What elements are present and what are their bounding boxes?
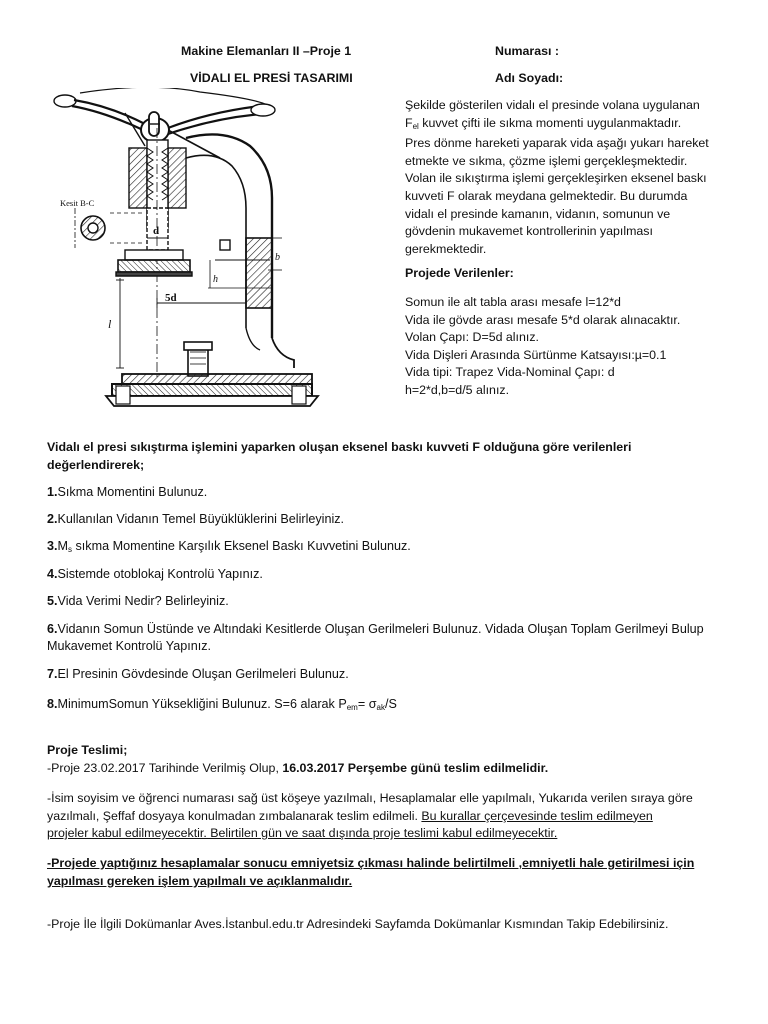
question-text: Sıkma Momentini Bulunuz.	[57, 485, 208, 499]
description-line: gövdenin mukavemet kontrollerinin yapılması	[405, 224, 653, 239]
screw	[116, 128, 192, 378]
question-text: sıkma Momentine Karşılık Eksenel Baskı Kuvvetini Bulunuz.	[72, 539, 411, 553]
course-title: Makine Elemanları II –Proje 1	[181, 44, 352, 58]
question-number: 5.	[47, 594, 58, 608]
dim-l-label: l	[108, 317, 112, 331]
stress-subscript: ak	[376, 703, 385, 712]
question-text: MinimumSomun Yüksekliğini Bulunuz. S=6 alarak P	[57, 697, 347, 711]
description-line: etmekte ve sıkma, çözme işlemi gerçekleşmektedir.	[405, 153, 688, 168]
pressure-subscript: em	[346, 703, 358, 712]
question-text: Vida Verimi Nedir? Belirleyiniz.	[57, 594, 229, 608]
question-line	[47, 621, 757, 638]
project-title: VİDALI EL PRESİ TASARIMI	[190, 71, 353, 85]
given-item: Vida ile gövde arası mesafe 5*d olarak alınacaktır.	[405, 312, 681, 327]
dim-h-label: h	[213, 274, 218, 285]
rules-text: yazılmalı, Şeffaf dosyaya konulmadan zımbalanarak teslim edilmeli.	[47, 808, 422, 823]
rules-line: projeler kabul edilmeyecektir. Belirtilen gün ve saat dışında proje teslimi kabul edilmeyecektir.	[47, 826, 558, 841]
question-text: = σ	[357, 697, 377, 711]
description-line: Şekilde gösterilen vidalı el presinde volana uygulanan	[405, 98, 700, 112]
section-label: Kesit B-C	[60, 198, 95, 208]
moment-subscript: s	[68, 545, 73, 554]
question-line: Mukavemet Kontrolü Yapınız.	[47, 639, 212, 653]
safety-line: -Projede yaptığınız hesaplamalar sonucu emniyetsiz çıkması halinde belirtilmeli ,emniyetli hale getirilmesi için	[47, 856, 695, 870]
question-2	[47, 511, 344, 528]
description-line: kuvveti F olarak meydana gelmektedir. Bu durumda	[405, 188, 688, 203]
submission-text: -Proje 23.02.2017 Tarihinde Verilmiş Olup,	[47, 760, 283, 775]
question-number: 2.	[47, 512, 58, 526]
description-line: vidalı el presinde kamanın, vidanın, somunun ve	[405, 206, 671, 221]
rules-line	[47, 808, 762, 826]
given-item: Somun ile alt tabla arası mesafe l=12*d	[405, 295, 621, 309]
question-text: Vidanın Somun Üstünde ve Altındaki Kesitlerde Oluşan Gerilmeleri Bulunuz. Vidada Oluşan Toplam Gerilmeyi Bulup	[57, 622, 704, 636]
question-number: 6.	[47, 622, 58, 636]
hand-press-drawing	[50, 88, 395, 413]
dim-b-label: b	[275, 252, 280, 263]
student-number-label: Numarası :	[495, 44, 560, 58]
deadline: 16.03.2017 Perşembe günü teslim edilmelidir.	[282, 760, 549, 775]
intro-line: Vidalı el presi sıkıştırma işlemini yaparken oluşan eksenel baskı kuvveti F olduğuna göre verilenleri	[47, 440, 632, 454]
description-line: Pres dönme hareketi yaparak vida aşağı yukarı hareket	[405, 136, 709, 151]
given-item: h=2*d,b=d/5 alınız.	[405, 382, 510, 397]
question-number: 7.	[47, 667, 58, 681]
submission-heading: Proje Teslimi;	[47, 743, 128, 757]
safety-note	[47, 855, 762, 890]
submission-rules	[47, 790, 762, 843]
moment-symbol: M	[57, 539, 69, 553]
question-5	[47, 593, 229, 610]
submission-date	[47, 760, 762, 778]
intro-line: değerlendirerek;	[47, 457, 145, 472]
submission	[47, 742, 762, 777]
force-symbol: F	[405, 115, 413, 130]
description-text: kuvvet çifti ile sıkma momenti uygulanmaktadır.	[418, 115, 682, 130]
question-number: 8.	[47, 697, 58, 711]
safety-line: yapılması gereken işlem yapılmalı ve açıklanmalıdır.	[47, 873, 353, 888]
given-item: Vida tipi: Trapez Vida-Nominal Çapı: d	[405, 365, 615, 380]
intro	[47, 439, 747, 474]
description	[405, 97, 755, 258]
question-number: 4.	[47, 567, 58, 581]
question-number: 1.	[47, 485, 58, 499]
given-item: Volan Çapı: D=5d alınız.	[405, 330, 539, 345]
given-list	[405, 294, 760, 400]
force-subscript: el	[412, 121, 419, 131]
question-text: Sistemde otoblokaj Kontrolü Yapınız.	[57, 567, 263, 581]
question-text: /S	[384, 697, 397, 711]
base-plate	[106, 342, 318, 406]
press-frame	[186, 134, 294, 368]
description-line: gerekmektedir.	[405, 241, 487, 256]
question-3	[47, 538, 411, 558]
student-name-label: Adı Soyadı:	[495, 71, 564, 85]
description-line	[405, 115, 755, 136]
dim-5d-label: 5d	[165, 292, 177, 304]
question-6	[47, 621, 757, 655]
question-4	[47, 566, 263, 583]
documents-note: -Proje İle İlgili Dokümanlar Aves.İstanbul.edu.tr Adresindeki Sayfamda Dokümanlar Kısmından Takip Edebilirsiniz.	[47, 917, 669, 931]
question-text: El Presinin Gövdesinde Oluşan Gerilmeleri Bulunuz.	[57, 667, 349, 681]
rules-warning: Bu kurallar çerçevesinde teslim edilmeyen	[421, 808, 653, 823]
dim-d-label: d	[153, 225, 160, 237]
question-number: 3.	[47, 539, 58, 553]
question-1	[47, 484, 207, 501]
given-heading: Projede Verilenler:	[405, 266, 514, 280]
question-8	[47, 696, 397, 716]
question-text: Kullanılan Vidanın Temel Büyüklüklerini Belirleyiniz.	[57, 512, 345, 526]
question-7	[47, 666, 349, 683]
rules-line: -İsim soyisim ve öğrenci numarası sağ üst köşeye yazılmalı, Hesaplamalar elle yapılmalı, Yukarıda verilen sıraya göre	[47, 791, 693, 805]
given-item: Vida Dişleri Arasında Sürtünme Katsayısı:µ=0.1	[405, 347, 667, 362]
description-line: Volan ile sıkıştırma işlemi gerçekleşirken eksenel baskı	[405, 171, 707, 186]
